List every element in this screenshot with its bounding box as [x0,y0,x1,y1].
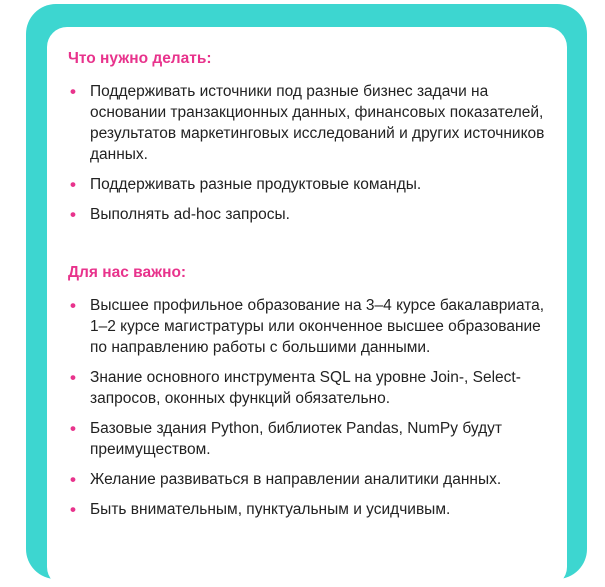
list-item-text: Выполнять ad-hoc запросы. [90,206,290,223]
list-item [68,469,548,490]
section-tasks [68,50,548,225]
list-item-text: Желание развиваться в направлении аналитики данных. [90,471,502,488]
bullet-icon: • [70,82,76,101]
tasks-list [68,81,548,225]
section-title-requirements: Для нас важно: [68,264,187,281]
list-item [68,174,548,195]
list-item-text: Знание основного инструмента SQL на уровне Join-, Select-запросов, оконных функций обязательно. [90,369,521,407]
bullet-icon: • [70,296,76,315]
bullet-icon: • [70,175,76,194]
requirements-list [68,295,548,520]
list-item [68,418,548,460]
list-item [68,295,548,358]
section-requirements [68,264,548,520]
list-item [68,81,548,165]
bullet-icon: • [70,500,76,519]
section-title-tasks: Что нужно делать: [68,50,212,67]
bullet-icon: • [70,419,76,438]
bullet-icon: • [70,205,76,224]
list-item [68,367,548,409]
bullet-icon: • [70,368,76,387]
list-item-text: Поддерживать разные продуктовые команды. [90,176,422,193]
bullet-icon: • [70,470,76,489]
list-item-text: Базовые здания Python, библиотек Pandas, NumPy будут преимуществом. [90,420,502,458]
list-item-text: Высшее профильное образование на 3–4 курсе бакалавриата, 1–2 курсе магистратуры или оконченное высшее образование по направлению работы с большими данными. [90,297,545,356]
list-item [68,204,548,225]
list-item-text: Быть внимательным, пунктуальным и усидчивым. [90,501,451,518]
list-item [68,499,548,520]
list-item-text: Поддерживать источники под разные бизнес задачи на основании транзакционных данных, финансовых показателей, результатов маркетинговых исследований и других источников данных. [90,83,545,163]
